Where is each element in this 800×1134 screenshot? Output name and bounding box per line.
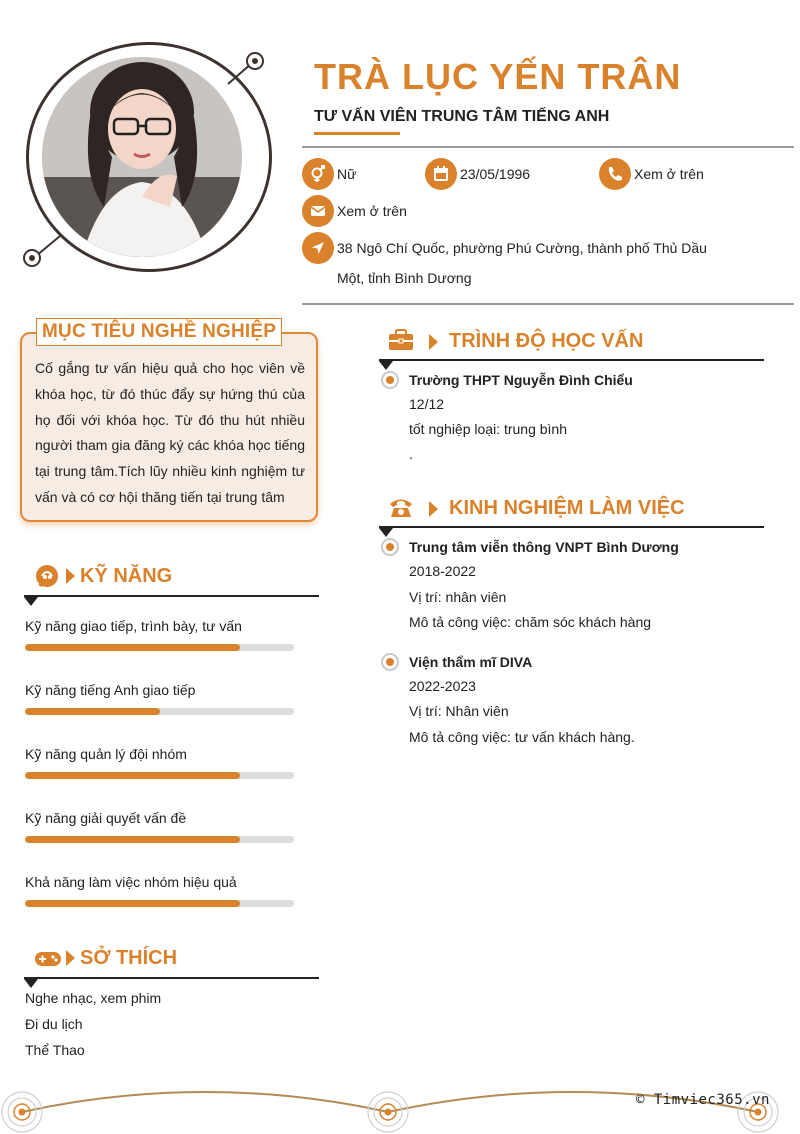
telephone-icon	[388, 495, 414, 524]
brain-icon	[34, 564, 60, 595]
skill-name: Khả năng làm việc nhóm hiệu quả	[25, 874, 237, 890]
objective-text: Cố gắng tư vấn hiệu quả cho học viên về khóa học, từ đó thúc đẩy sự hứng thú của họ đối với khóa học. Từ đó thu hút nhiều người tham gia đăng ký các khóa học tiếng tại trung tâm.Tích lũy nhiều kinh nghiệm tư vấn và có cơ hội thăng tiến tại trung tâm	[35, 360, 305, 505]
email-icon	[302, 195, 334, 227]
email-value: Xem ở trên	[337, 203, 407, 219]
experience-title-line	[379, 526, 764, 528]
header-divider-top	[302, 146, 794, 148]
company-name: Trung tâm viễn thông VNPT Bình Dương	[409, 539, 679, 555]
experience-bullet-icon	[381, 538, 399, 556]
gender-icon	[302, 158, 334, 190]
decor-dot-bottom	[23, 249, 41, 267]
location-icon	[302, 232, 334, 264]
school-note: .	[409, 446, 413, 462]
avatar	[42, 57, 242, 257]
position-underline	[314, 132, 400, 135]
objective-title: MỤC TIÊU NGHỀ NGHIỆP	[42, 321, 277, 342]
hobbies-title-line	[24, 977, 319, 979]
education-bullet-icon	[381, 371, 399, 389]
experience-title: KINH NGHIỆM LÀM VIỆC	[449, 497, 685, 519]
hobbies-arrow-icon	[66, 950, 75, 966]
address-line-1: 38 Ngô Chí Quốc, phường Phú Cường, thành phố Thủ Dầu	[337, 240, 707, 256]
address-info	[302, 232, 707, 293]
hobbies-title: SỞ THÍCH	[80, 947, 178, 969]
company-name: Viện thẩm mĩ DIVA	[409, 654, 533, 670]
gender-info	[302, 158, 356, 190]
hobby-item: Thể Thao	[25, 1042, 85, 1058]
skill-bar	[25, 708, 294, 715]
phone-value: Xem ở trên	[634, 166, 704, 182]
experience-arrow-icon	[429, 501, 438, 517]
hobbies-header	[24, 944, 320, 984]
watermark: © Timviec365.vn	[636, 1092, 770, 1108]
phone-info	[599, 158, 704, 190]
skills-arrow-icon	[66, 568, 75, 584]
skills-header	[24, 562, 320, 602]
skills-title: KỸ NĂNG	[80, 565, 173, 587]
skill-bar	[25, 836, 294, 843]
skill-name: Kỹ năng giao tiếp, trình bày, tư vấn	[25, 618, 242, 634]
birthday-info	[425, 158, 530, 190]
skill-name: Kỹ năng quản lý đội nhóm	[25, 746, 187, 762]
decor-dot-top	[246, 52, 264, 70]
skill-name: Kỹ năng tiếng Anh giao tiếp	[25, 682, 196, 698]
work-period: 2022-2023	[409, 678, 476, 694]
hobby-item: Nghe nhạc, xem phim	[25, 990, 162, 1006]
objective-title-frame	[36, 318, 282, 346]
skill-bar-fill	[25, 900, 240, 907]
job-position: TƯ VẤN VIÊN TRUNG TÂM TIẾNG ANH	[314, 108, 610, 125]
email-info	[302, 195, 407, 227]
work-role: Vị trí: nhân viên	[409, 589, 507, 605]
skills-corner-mark	[24, 597, 38, 606]
skill-bar	[25, 644, 294, 651]
candidate-name: TRÀ LỤC YẾN TRÂN	[314, 56, 682, 97]
work-period: 2018-2022	[409, 563, 476, 579]
skill-bar	[25, 772, 294, 779]
skills-title-line	[24, 595, 319, 597]
skill-bar-fill	[25, 772, 240, 779]
gender-value: Nữ	[337, 166, 357, 182]
gamepad-icon	[34, 948, 62, 975]
work-description: Mô tả công việc: tư vấn khách hàng.	[409, 729, 635, 745]
experience-bullet-icon	[381, 653, 399, 671]
school-grade: 12/12	[409, 396, 445, 412]
skill-name: Kỹ năng giải quyết vấn đề	[25, 810, 187, 826]
education-header	[379, 326, 765, 366]
work-description: Mô tả công việc: chăm sóc khách hàng	[409, 614, 652, 630]
education-title: TRÌNH ĐỘ HỌC VẤN	[449, 330, 644, 352]
experience-corner-mark	[379, 528, 393, 537]
header-divider-bottom	[302, 303, 794, 305]
skill-bar-fill	[25, 708, 160, 715]
school-result: tốt nghiệp loại: trung bình	[409, 421, 568, 437]
skill-bar-fill	[25, 836, 240, 843]
education-arrow-icon	[429, 334, 438, 350]
experience-header	[379, 493, 765, 533]
hobby-item: Đi du lịch	[25, 1016, 83, 1032]
briefcase-icon	[388, 329, 414, 356]
phone-icon	[599, 158, 631, 190]
education-title-line	[379, 359, 764, 361]
birthday-value: 23/05/1996	[460, 166, 531, 182]
skill-bar-fill	[25, 644, 240, 651]
school-name: Trường THPT Nguyễn Đình Chiểu	[409, 372, 633, 388]
hobbies-corner-mark	[24, 979, 38, 988]
education-corner-mark	[379, 361, 393, 370]
skill-bar	[25, 900, 294, 907]
work-role: Vị trí: Nhân viên	[409, 703, 509, 719]
calendar-icon	[425, 158, 457, 190]
address-line-2: Một, tỉnh Bình Dương	[337, 270, 472, 286]
